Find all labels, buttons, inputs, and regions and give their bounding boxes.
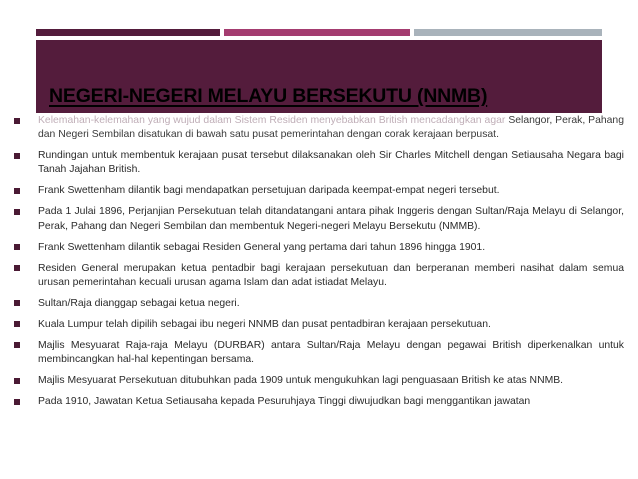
list-item <box>0 262 638 290</box>
list-item <box>0 318 638 332</box>
square-bullet-icon <box>14 118 20 124</box>
list-item <box>0 395 638 409</box>
bullet-text: Majlis Mesyuarat Raja-raja Melayu (DURBAR) antara Sultan/Raja Melayu dengan pegawai British diperkenalkan untuk membincangkan hal-hal kepentingan bersama. <box>38 339 624 366</box>
square-bullet-icon <box>14 300 20 306</box>
bullet-text: Residen General merupakan ketua pentadbir bagi kerajaan persekutuan dan berperanan memberi nasihat dalam semua urusan pemerintahan kecuali urusan agama Islam dan adat istiadat Melayu. <box>38 262 624 288</box>
list-item <box>0 114 638 142</box>
accent-bar-1 <box>36 29 220 36</box>
list-item <box>0 184 638 198</box>
bullet-text-overlapped: Kelemahan-kelemahan yang wujud dalam Sistem Residen menyebabkan British mencadangkan agar <box>38 115 506 126</box>
bullet-text: Pada 1910, Jawatan Ketua Setiausaha kepada Pesuruhjaya Tinggi diwujudkan bagi menggantikan jawatan <box>38 396 531 408</box>
bullet-text: Kuala Lumpur telah dipilih sebagai ibu negeri NNMB dan pusat pentadbiran kerajaan persekutuan. <box>38 318 491 330</box>
square-bullet-icon <box>14 342 20 348</box>
list-item <box>0 339 638 367</box>
slide-title: NEGERI-NEGERI MELAYU BERSEKUTU (NNMB) <box>49 85 488 107</box>
bullet-text: Sultan/Raja dianggap sebagai ketua negeri. <box>38 297 240 309</box>
square-bullet-icon <box>14 321 20 327</box>
bullet-text: Frank Swettenham dilantik bagi mendapatkan persetujuan daripada keempat-empat negeri tersebut. <box>38 185 500 197</box>
square-bullet-icon <box>14 378 20 384</box>
list-item <box>0 149 638 177</box>
accent-bar-2 <box>224 29 410 36</box>
bullet-text: Majlis Mesyuarat Persekutuan ditubuhkan pada 1909 untuk mengukuhkan lagi penguasaan British ke atas NNMB. <box>38 375 564 387</box>
square-bullet-icon <box>14 399 20 405</box>
bullet-text: Selangor, Perak, Pahang dan Negeri Sembilan disatukan di bawah satu pusat pemerintahan dengan corak kerajaan berpusat. <box>38 115 624 141</box>
list-item <box>0 374 638 388</box>
square-bullet-icon <box>14 209 20 215</box>
bullet-text: Rundingan untuk membentuk kerajaan pusat tersebut dilaksanakan oleh Sir Charles Mitchell dengan Setiausaha Negara bagi Tanah Jajahan British. <box>38 150 624 176</box>
square-bullet-icon <box>14 265 20 271</box>
square-bullet-icon <box>14 153 20 159</box>
list-item <box>0 297 638 311</box>
bullet-text: Frank Swettenham dilantik sebagai Residen General yang pertama dari tahun 1896 hingga 1901. <box>38 241 486 253</box>
list-item <box>0 205 638 233</box>
bullet-list <box>0 114 638 416</box>
accent-bar-3 <box>414 29 602 36</box>
bullet-text: Pada 1 Julai 1896, Perjanjian Persekutuan telah ditandatangani antara pihak Inggeris dengan Sultan/Raja Melayu di Selangor, Perak, Pahang dan Negeri Sembilan dan membentuk Negeri-negeri Melayu Bersekutu (NMMB). <box>38 206 624 232</box>
list-item <box>0 241 638 255</box>
square-bullet-icon <box>14 244 20 250</box>
square-bullet-icon <box>14 188 20 194</box>
